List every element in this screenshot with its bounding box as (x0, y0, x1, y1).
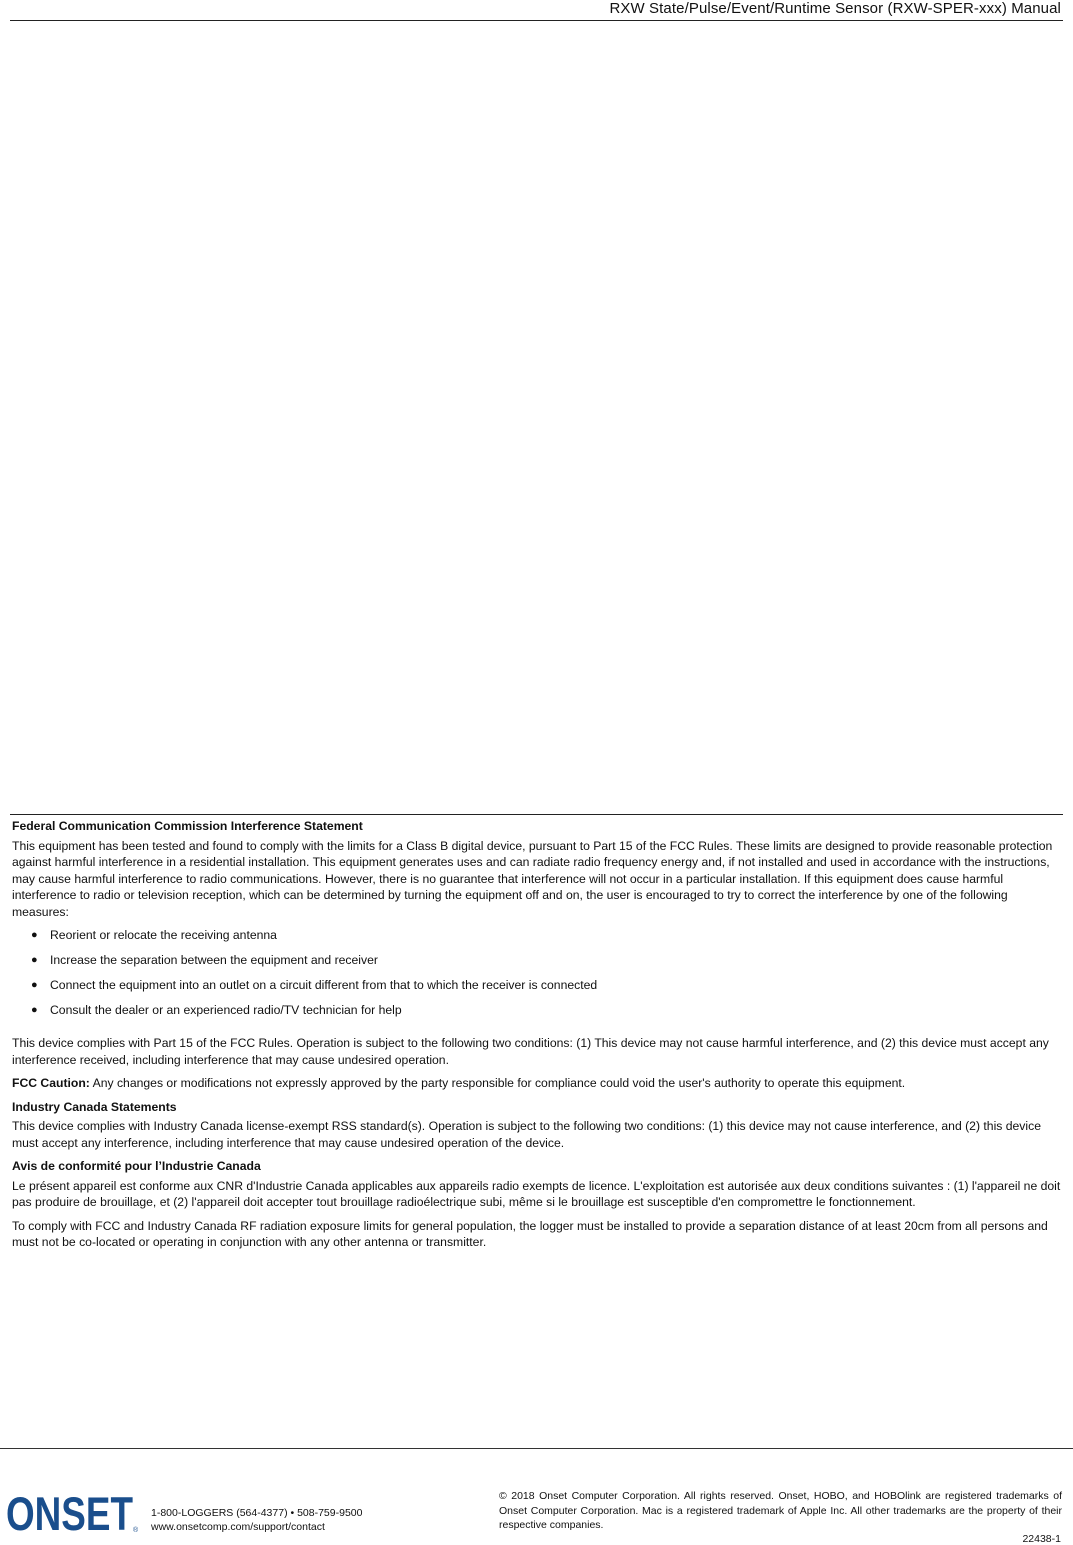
list-item: ● Consult the dealer or an experienced radio/TV technician for help (31, 1003, 402, 1017)
support-link[interactable]: www.onsetcomp.com/support/contact (151, 1521, 325, 1533)
fcc-caution (12, 1075, 1063, 1092)
caution-label: FCC Caution: (12, 1076, 90, 1090)
fcc-paragraph: This equipment has been tested and found to comply with the limits for a Class B digital device, pursuant to Part 15 of the FCC Rules. These limits are designed to provide reasonable protection against harmful interference in a residential installation. This equipment generates uses and can radiate radio frequency energy and, if not installed and used in accordance with the instructions, may cause harmful interference to radio communications. However, there is no guarantee that interference will not occur in a particular installation. If this equipment does cause harmful interference to radio or television reception, which can be determined by turning the equipment off and on, the user is encouraged to try to correct the interference by one of the following measures: (12, 838, 1053, 919)
footer-divider (0, 1448, 1073, 1449)
regulatory-statements (10, 814, 1063, 1258)
bullet-icon: ● (31, 954, 38, 966)
bullet-icon: ● (31, 929, 38, 941)
logo-wordmark: ONSET (6, 1487, 134, 1533)
ic-paragraph: This device complies with Industry Canada license-exempt RSS standard(s). Operation is subject to the following two conditions: (1) this device may not cause interference, and (2) this device must accept any interference, including interference that may cause undesired operation of the device. (12, 1119, 1041, 1150)
registered-mark: ® (133, 1527, 138, 1533)
manual-title: RXW State/Pulse/Event/Runtime Sensor (RXW-SPER-xxx) Manual (609, 0, 1061, 17)
list-item: ● Connect the equipment into an outlet on a circuit different from that to which the receiver is connected (31, 978, 598, 992)
phone-numbers: 1-800-LOGGERS (564-4377) • 508-759-9500 (151, 1507, 363, 1519)
fcc-heading: Federal Communication Commission Interference Statement (12, 819, 363, 833)
rf-paragraph: To comply with FCC and Industry Canada RF radiation exposure limits for general population, the logger must be installed to provide a separation distance of at least 20cm from all persons and must not be co-located or operating in conjunction with any other antenna or transmitter. (12, 1218, 1048, 1249)
list-item: ● Reorient or relocate the receiving antenna (31, 928, 277, 942)
copyright-notice: © 2018 Onset Computer Corporation. All rights reserved. Onset, HOBO, and HOBOlink are registered trademarks of Onset Computer Corporation. Mac is a registered trademark of Apple Inc. All other trademarks are the property of their respective companies. (499, 1490, 1062, 1531)
contact-info (151, 1506, 362, 1534)
bullet-icon: ● (31, 979, 38, 991)
measures-list (10, 927, 1063, 1027)
list-item: ● Increase the separation between the equipment and receiver (31, 953, 378, 967)
avis-heading: Avis de conformité pour l’Industrie Canada (12, 1159, 261, 1173)
bullet-icon: ● (31, 1004, 38, 1016)
ic-heading: Industry Canada Statements (12, 1099, 177, 1114)
document-number: 22438-1 (1022, 1533, 1061, 1545)
caution-text: Any changes or modifications not expressly approved by the party responsible for compliance could void the user's authority to operate this equipment. (89, 1076, 906, 1090)
part15-paragraph: This device complies with Part 15 of the FCC Rules. Operation is subject to the following two conditions: (1) This device may not cause harmful interference, and (2) this device must accept any interference received, including interference that may cause undesired operation. (12, 1036, 1049, 1067)
page-header (10, 0, 1063, 21)
avis-paragraph: Le présent appareil est conforme aux CNR d'Industrie Canada applicables aux appareils radio exempts de licence. L'exploitation est autorisée aux deux conditions suivantes : (1) l'appareil ne doit pas produire de brouillage, et (2) l'appareil doit accepter tout brouillage radioélectrique subi, même si le brouillage est susceptible d'en compromettre le fonctionnement. (12, 1178, 1061, 1209)
onset-logo (6, 1487, 138, 1533)
